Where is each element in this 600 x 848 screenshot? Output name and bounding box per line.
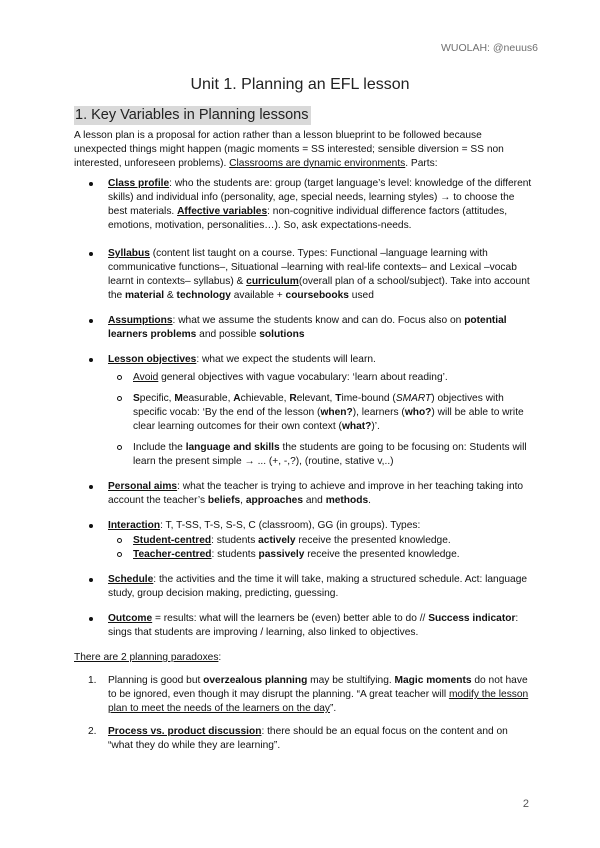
list-item-syllabus: Syllabus (content list taught on a course. Types: Functional –language learning with communicative functions–, Situational –learning with real-life contexts– and Lexical –vocab learnt in contexts– syllabus) & curriculum(overall plan of a school/subject). Take into account the material & technology available + coursebooks used	[74, 247, 534, 303]
list-item-assumptions: Assumptions: what we assume the students know and can do. Focus also on potential learners problems and possible solutions	[74, 314, 534, 342]
list-item-personal-aims: Personal aims: what the teacher is trying to achieve and improve in her teaching taking into account the teacher’s beliefs, approaches and methods.	[74, 480, 534, 508]
page-title: Unit 1. Planning an EFL lesson	[190, 76, 410, 93]
list-item-schedule: Schedule: the activities and the time it will take, making a structured schedule. Act: language study, group decision making, predicting, guessing.	[74, 573, 534, 601]
sublist-item-language-skills: Include the language and skills the students are going to be focusing on: Students will learn the present simple → ... (+, -,?), (routine, stative v,..)	[108, 441, 534, 469]
watermark: WUOLAH: @neuus6	[440, 42, 538, 54]
list-number: 1.	[88, 675, 97, 686]
list-item-class-profile: Class profile: who the students are: group (target language’s level: knowledge of the different skills) and individual info (personality, age, special needs, learning styles) → to choose the best materials. Affective variables: non-cognitive individual difference factors (attitudes, emotions, motivation, personalities…). So, ask expectations-needs.	[74, 177, 534, 233]
paradoxes-list	[74, 674, 534, 753]
list-item-interaction: Interaction: T, T-SS, T-S, S-S, C (classroom), GG (in groups). Types: Student-centred: students actively receive the presented knowledge. Teacher-centred: students passively receive the presented knowledge.	[74, 519, 534, 562]
paradox-item-2: 2. Process vs. product discussion: there should be an equal focus on the content and on “what they do while they are learning”.	[88, 726, 508, 751]
objectives-sublist	[108, 371, 534, 469]
page-number: 2	[522, 798, 529, 810]
sublist-item-smart: Specific, Measurable, Achievable, Relevant, Time-bound (SMART) objectives with specific vocab: ‘By the end of the lesson (when?), learners (who?) will be able to write clear learning outcomes for their own context (what?)’.	[108, 392, 534, 434]
section-heading: 1. Key Variables in Planning lessons	[74, 106, 311, 125]
list-number: 2.	[88, 726, 97, 737]
key-variables-list	[74, 177, 534, 640]
intro-underline: Classrooms are dynamic environments	[229, 158, 406, 169]
sublist-item-teacher-centred: Teacher-centred: students passively receive the presented knowledge.	[108, 548, 534, 562]
list-item-outcome: Outcome = results: what will the learners be (even) better able to do // Success indicator: sings that students are improving / learning, also linked to objectives.	[74, 612, 534, 640]
paradox-item-1: 1. Planning is good but overzealous planning may be stultifying. Magic moments do not have to be ignored, even though it may disrupt the planning. “A great teacher will modify the lesson plan to meet the needs of the learners on the day”.	[88, 675, 529, 714]
sublist-item-student-centred: Student-centred: students actively receive the presented knowledge.	[108, 534, 534, 548]
paradoxes-intro: There are 2 planning paradoxes:	[74, 652, 222, 663]
document-body	[74, 106, 534, 762]
interaction-sublist	[108, 534, 534, 562]
list-item-lesson-objectives: Lesson objectives: what we expect the students will learn. Avoid general objectives with vague vocabulary: ‘learn about reading’. Specific, Measurable, Achievable, Relevant, Time-bound (SMART) objectives with specific vocab: ‘By the end of the lesson (when?), learners (who?) will be able to write clear learning outcomes for their own context (what?)’. Include the language and skills the students are going to be focusing on: Students will learn the present simple → ... (+, -,?), (routine, stative v,..)	[74, 353, 534, 469]
intro-paragraph: A lesson plan is a proposal for action rather than a lesson blueprint to be followed because unexpected things might happen (magic moments = SS interested; sensible diversion = SS non interested, unforeseen problems). Classrooms are dynamic environments. Parts:	[74, 130, 504, 169]
sublist-item-avoid: Avoid general objectives with vague vocabulary: ‘learn about reading’.	[108, 371, 534, 385]
